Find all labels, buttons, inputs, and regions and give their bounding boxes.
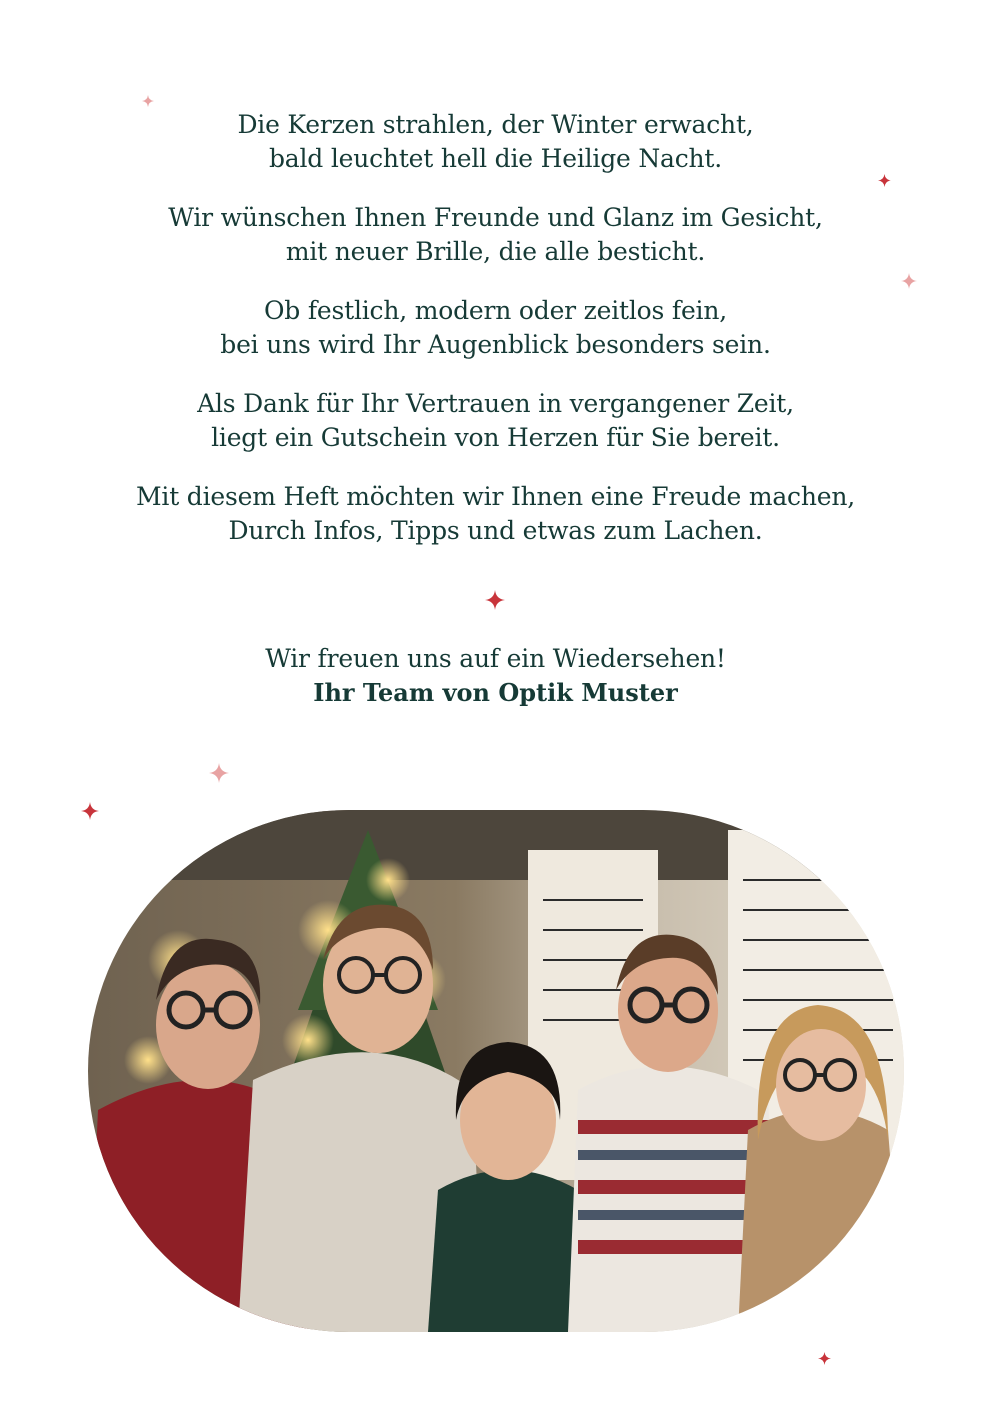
poem-line: Die Kerzen strahlen, der Winter erwacht, — [237, 110, 754, 139]
team-photo — [88, 810, 904, 1332]
poem-line: Ob festlich, modern oder zeitlos fein, — [264, 296, 727, 325]
poem-stanza-1 — [0, 108, 991, 176]
poem-stanza-5 — [0, 480, 991, 548]
sparkle-star-icon — [209, 763, 229, 783]
poem-line: Mit diesem Heft möchten wir Ihnen eine Freude machen, — [136, 482, 855, 511]
poem-line: bald leuchtet hell die Heilige Nacht. — [268, 144, 723, 173]
sparkle-star-icon — [878, 174, 891, 187]
closing — [0, 642, 991, 710]
poem-stanza-3 — [0, 294, 991, 362]
poem-line: Durch Infos, Tipps und etwas zum Lachen. — [228, 516, 763, 545]
sparkle-star-icon — [81, 802, 99, 820]
poem-line: bei uns wird Ihr Augenblick besonders sein. — [220, 330, 771, 359]
poem-line: Wir wünschen Ihnen Freunde und Glanz im Gesicht, — [168, 203, 823, 232]
poem-line: liegt ein Gutschein von Herzen für Sie bereit. — [211, 423, 780, 452]
team-photo-illustration — [88, 810, 904, 1332]
closing-signature: Ihr Team von Optik Muster — [313, 678, 678, 707]
sparkle-star-icon — [485, 590, 505, 610]
sparkle-star-icon — [142, 95, 154, 107]
poem — [0, 108, 991, 573]
sparkle-star-icon — [818, 1352, 831, 1365]
sparkle-star-icon — [901, 273, 917, 289]
poem-stanza-2 — [0, 201, 991, 269]
poem-line: Als Dank für Ihr Vertrauen in vergangener Zeit, — [197, 389, 794, 418]
poem-stanza-4 — [0, 387, 991, 455]
closing-greeting: Wir freuen uns auf ein Wiedersehen! — [265, 644, 726, 673]
poem-line: mit neuer Brille, die alle besticht. — [285, 237, 706, 266]
